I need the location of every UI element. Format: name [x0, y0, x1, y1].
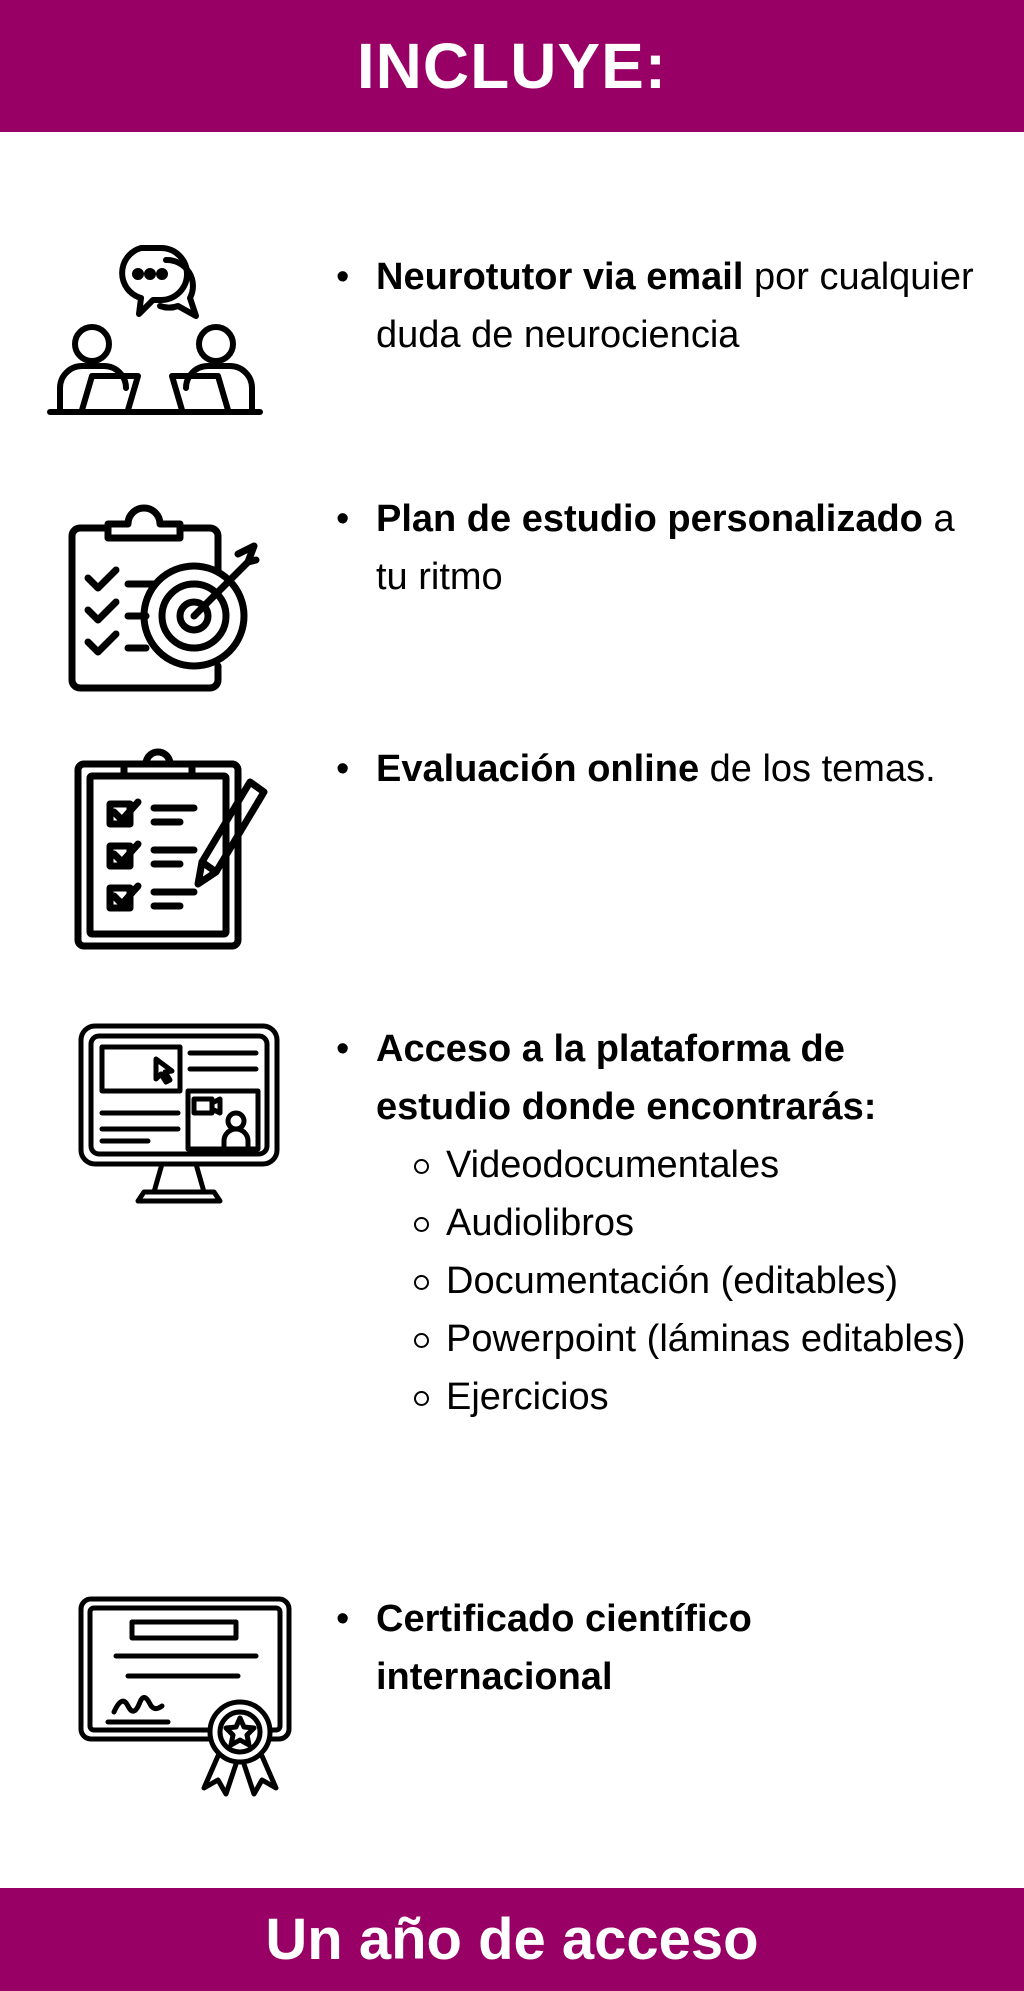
footer-text: Un año de acceso: [265, 1907, 759, 1972]
feature-text: Plan de estudio personalizado a tu ritmo: [376, 498, 955, 598]
list-item: Documentación (editables): [446, 1252, 976, 1310]
feature-text: Neurotutor via email por cualquier duda de neurociencia: [376, 256, 974, 356]
list-item: Videodocumentales: [446, 1136, 976, 1194]
header-banner: [0, 0, 1024, 132]
tutoring-conversation-icon: [46, 240, 266, 430]
certificate-award-icon: [78, 1596, 292, 1796]
feature-bold: Plan de estudio personalizado: [376, 498, 923, 540]
feature-bold: Evaluación online: [376, 748, 700, 790]
page-title: INCLUYE:: [356, 30, 668, 102]
feature-bold: Acceso a la plataforma de estudio donde encontrarás: [376, 1028, 864, 1128]
feature-bold: Certificado científico internacional: [376, 1598, 752, 1698]
footer-banner: [0, 1888, 1024, 1991]
platform-subitems: [446, 1136, 976, 1426]
monitor-platform-icon: [78, 1023, 280, 1205]
list-item: Powerpoint (láminas editables): [446, 1310, 976, 1368]
feature-bold: Neurotutor via email: [376, 256, 744, 298]
checklist-target-icon: [66, 492, 266, 692]
feature-text: [376, 1590, 976, 1706]
list-item: Ejercicios: [446, 1368, 976, 1426]
feature-text: Acceso a la plataforma de estudio donde encontrarás:: [376, 1028, 877, 1128]
feature-text: Evaluación online de los temas.: [376, 748, 936, 790]
clipboard-pencil-icon: [74, 742, 274, 952]
list-item: Audiolibros: [446, 1194, 976, 1252]
